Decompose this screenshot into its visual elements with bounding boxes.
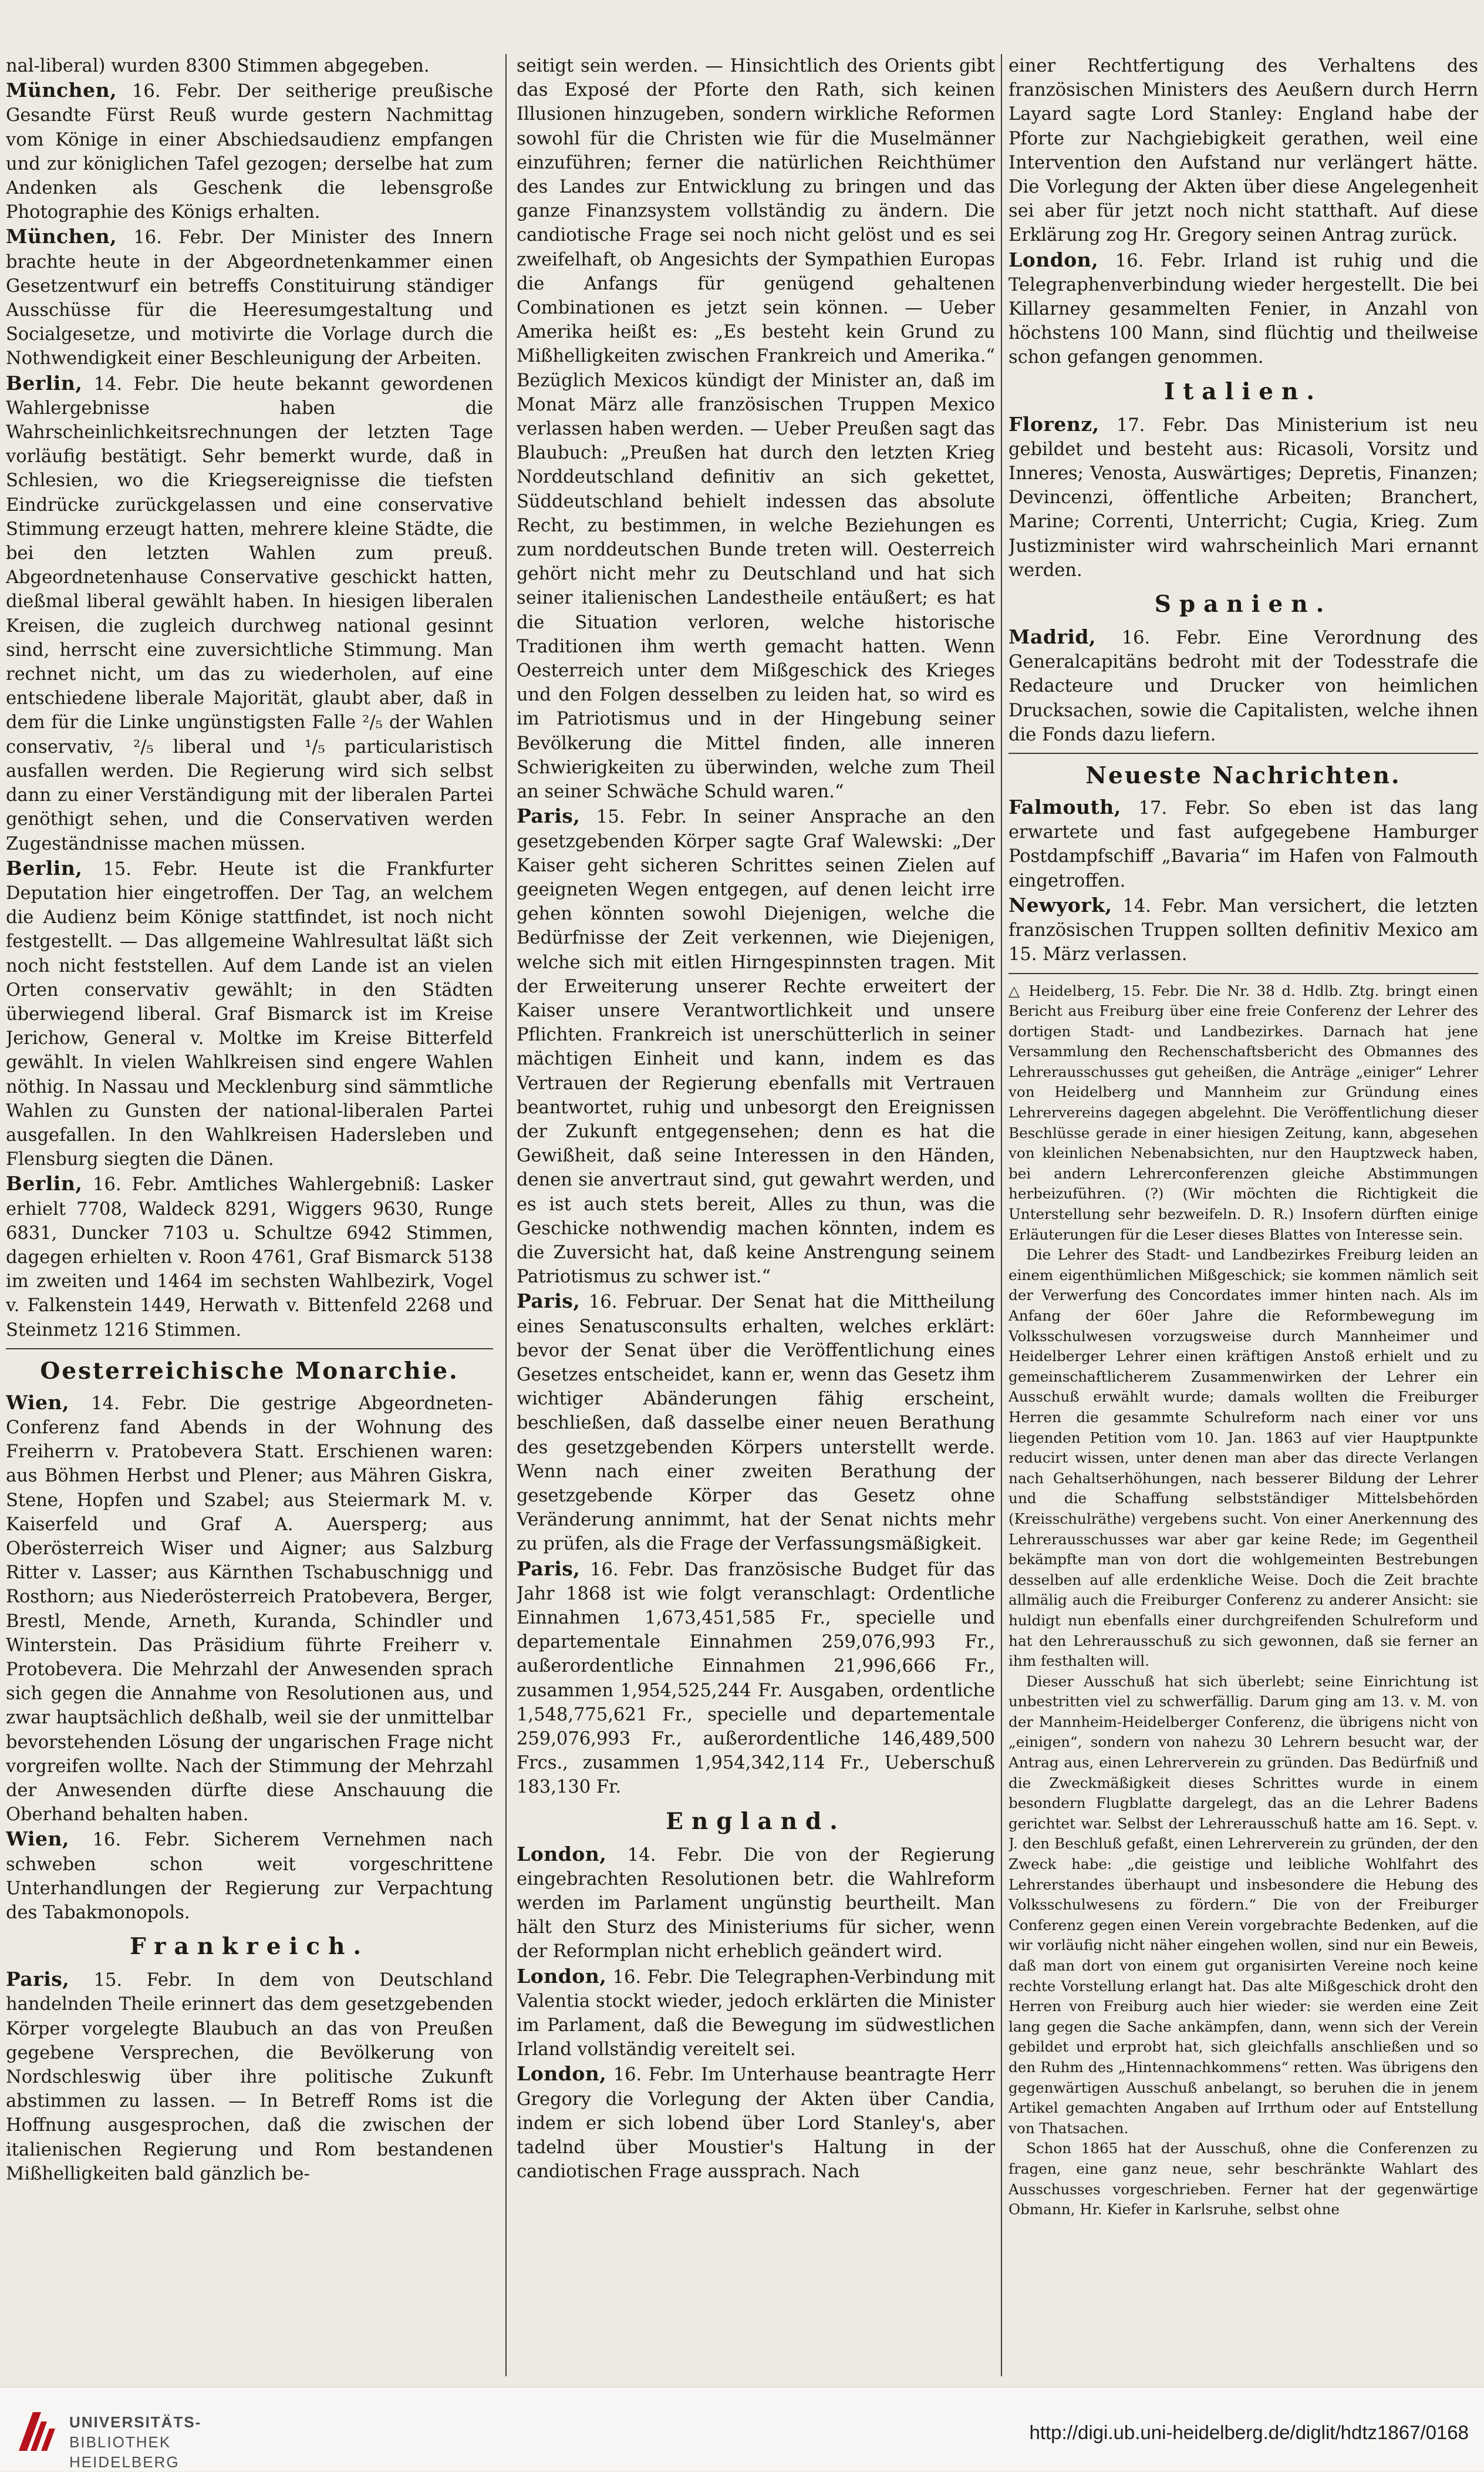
correspondence-paragraph: Dieser Ausschuß hat sich überlebt; seine Einrichtung ist unbestritten viel zu schwerfällig. Darum ging am 13. v. M. von der Mannheim-Heidelberger Conferenz, die übrigens nicht von „einigen“, sondern von nahezu 30 Lehrern besucht war, der Antrag aus, einen Lehrerverein zu gründen. Das Bedürfniß und die Zweckmäßigkeit dieses Schrittes wurde in einem besondern Flugblatte dargelegt, das an die Lehrer Badens gerichtet war. Selbst der Lehrerausschuß hatte am 16. Sept. v. J. den Beschluß gefaßt, einen Lehrerverein zu gründen, der den Zweck habe: „die geistige und leibliche Wohlfahrt des Lehrerstandes überhaupt und insbesondere die Hebung des Volksschulwesens zu fördern.“ Die von der Freiburger Conferenz gegen einen Verein vorgebrachte Bedenken, auf die wir vorläufig nicht näher eingehen wollen, sind nur ein Beweis, daß man dort von einem gut organisirten Vereine noch keine rechte Vorstellung erlangt hat. Das alte Mißgeschick droht den Herren von Freiburg auch hier wieder: sie werden eine Zeit lang gegen die Sache ankämpfen, dann, wenn sich der Verein gebildet und erprobt hat, sich gleichfalls anschließen und so den Ruhm des „Hintennachkommens“ retten. Was übrigens den gegenwärtigen Ausschuß anbelangt, so beruhen die in jenem Artikel gemachten Angaben auf Irrthum oder auf Entstellung von Thatsachen. — [1009, 1672, 1478, 2137]
dateline: London, — [517, 2062, 607, 2086]
column-1 — [6, 54, 493, 2376]
dateline: Florenz, — [1009, 412, 1099, 436]
article-text: 16. Februar. Der Senat hat die Mittheilung eines Senatusconsults erhalten, welches erklärt: bevor der Senat über die Veröffentlichung eines Gesetzes entscheidet, kann er, wenn das Gesetz ihm wichtiger Abänderungen fähig erscheint, beschließen, daß dasselbe einer neuen Berathung des gesetzgebenden Körpers unterstellt werde. Wenn nach einer zweiten Berathung der gesetzgebende Körper das Gesetz ohne Veränderung annimmt, hat der Senat nichts mehr zu prüfen, als die Frage der Verfassungsmäßigkeit. — [517, 1292, 995, 1555]
dateline: Berlin, — [6, 1172, 83, 1195]
dateline: Paris, — [517, 804, 581, 828]
section-rule — [1009, 753, 1478, 754]
article-fragment: seitigt sein werden. — Hinsichtlich des Orients gibt das Exposé der Pforte den Rath, sich keinen Illusionen hinzugeben, sondern wirkliche Reformen sowohl für die Christen wie für die Muselmänner einzuführen; ferner die natürlichen Reichthümer des Landes zur Entwicklung zu bringen und das ganze Finanzsystem vollständig zu ändern. Die candiotische Frage sei noch nicht gelöst und es sei zweifelhaft, ob Angesichts der Sympathien Europas die Anfangs für genügend gehaltenen Combinationen es jetzt sein können. — Ueber Amerika heißt es: „Es besteht kein Grund zu Mißhelligkeiten zwischen Frankreich und Amerika.“ Bezüglich Mexicos kündigt der Minister an, daß im Monat März alle französischen Truppen Mexico verlassen haben werden. — Ueber Preußen sagt das Blaubuch: „Preußen hat durch den letzten Krieg Norddeutschland definitiv an sich gekettet, Süddeutschland behielt indessen das absolute Recht, zu bestimmen, in welche Beziehungen es zum norddeutschen Bunde treten will. Oesterreich gehört nicht mehr zu Deutschland und hat sich seiner italienischen Landestheile entäußert; es hat die Situation verloren, welche historische Traditionen ihm werth gemacht hatten. Wenn Oesterreich unter dem Mißgeschick des Krieges und den Folgen desselben zu leiden hat, so wird es im Patriotismus und in der Hingebung seiner Bevölkerung die Mittel finden, alle inneren Schwierigkeiten zu überwinden, welche zum Theil an seiner Schwäche Schuld waren.“ — [517, 56, 995, 803]
dateline: Madrid, — [1009, 625, 1096, 649]
article — [517, 1557, 995, 1800]
section-heading: Neueste Nachrichten. — [1085, 762, 1401, 790]
article-fragment: nal-liberal) wurden 8300 Stimmen abgegeben. — [6, 56, 430, 76]
article-text: 16. Febr. Sicherem Vernehmen nach schweben schon weit vorgeschrittene Unterhandlungen der Regierung zur Verpachtung des Tabakmonopols. — [6, 1830, 493, 1924]
section-rule — [1009, 973, 1478, 974]
article-text: 15. Febr. In dem von Deutschland handelnden Theile erinnert das dem gesetzgebenden Körper vorgelegte Blaubuch an das von Preußen gegebene Versprechen, die Bevölkerung von Nordschleswig über ihre politische Zukunft abstimmen zu lassen. — In Betreff Roms ist die Hoffnung ausgesprochen, daß die zwischen der italienischen Regierung und Rom bestandenen Mißhelligkeiten bald gänzlich be- — [6, 1970, 493, 2184]
article-text: 15. Febr. In seiner Ansprache an den gesetzgebenden Körper sagte Graf Walewski: „Der Kaiser geht sicheren Schrittes seinen Zielen auf geeigneten Wegen entgegen, auf denen leicht irre gehen könnten sowohl Diejenigen, welche die Bedürfnisse der Zeit verkennen, wie Diejenigen, welche sich mit eitlen Hirngespinnsten tragen. Mit der Erweiterung unserer Rechte erweitert der Kaiser unsere Verantwortlichkeit und unsere Pflichten. Frankreich ist unerschütterlich in seiner mächtigen Einheit und kann, indem es das Vertrauen der Regierung ebenfalls mit Vertrauen beantwortet, ruhig und unbesorgt den Ereignissen der Zukunft entgegensehen; denn es hat die Gewißheit, daß seine Interessen in den Händen, denen sie anvertraut sind, gut gewahrt werden, und es ist auch stets bereit, Alles zu thun, was die Geschicke nothwendig machen könnten, indem es die Zuversicht hat, daß keine Anstrengung seinem Patriotismus zu schwer ist.“ — [517, 807, 995, 1288]
correspondence-section — [1009, 981, 1478, 2220]
article-text: 17. Febr. So eben ist das lang erwartete und fast aufgegebene Hamburger Postdampfschiff „Bavaria“ im Hafen von Falmouth eingetroffen. — [1009, 798, 1478, 891]
section-rule — [6, 1348, 493, 1349]
dateline: London, — [517, 1842, 607, 1865]
library-name — [69, 2412, 201, 2472]
article-text: 16. Febr. Eine Verordnung des Generalcapitäns bedroht mit der Todesstrafe die Redacteure und Drucker von heimlichen Drucksachen, sowie die Capitalisten, welche ihnen die Fonds dazu liefern. — [1009, 628, 1478, 745]
column-divider — [505, 54, 507, 2376]
section-heading: Oesterreichische Monarchie. — [40, 1357, 459, 1385]
article-text: 14. Febr. Die gestrige Abgeordneten-Conferenz fand Abends in der Wohnung des Freiherrn v. Pratobevera Statt. Erschienen waren: aus Böhmen Herbst und Plener; aus Mähren Giskra, Stene, Hopfen und Szabel; aus Steiermark M. v. Kaiserfeld und Graf A. Auersperg; aus Oberösterreich Wiser und Aigner; aus Salzburg Ritter v. Lasser; aus Kärnthen Tschabuschnigg und Rosthorn; aus Niederösterreich Pratobevera, Berger, Brestl, Mende, Arneth, Kuranda, Schindler und Winterstein. Das Präsidium führte Freiherr v. Protobevera. Die Mehrzahl der Anwesenden sprach sich gegen die Annahme von Resolutionen aus, und zwar hauptsächlich deßhalb, weil sie der unmittelbar bevorstehenden Lösung der ungarischen Frage nicht vorgreifen wollte. Nach der Stimmung der Mehrzahl der Anwesenden dürfte diese Anschauung die Oberhand behalten haben. — [6, 1393, 493, 1826]
correspondence-paragraph: Die Lehrer des Stadt- und Landbezirkes Freiburg leiden an einem eigenthümlichen Mißgeschick; sie kommen nämlich seit der Verwerfung des Concordates immer hinten nach. Als im Anfang der 60er Jahre die Reformbewegung im Volksschulwesen vorzugsweise durch Mannheimer und Heidelberger Lehrer einen kräftigen Anstoß erhielt und zu gemeinschaftlicherem Zusammenwirken der Lehrer ein Ausschuß erwählt wurde; damals wollten die Freiburger Herren die gesammte Schulreform nach einer vor uns liegenden Petition vom 10. Jan. 1863 auf vier Hauptpunkte reducirt wissen, unter denen man aber das directe Verlangen nach Gehaltserhöhungen, nach besserer Bildung der Lehrer und die Schaffung selbstständiger Mittelsbehörden (Kreisschulräthe) vergebens sucht. Von einer Anerkennung des Lehrerausschusses war aber gar keine Rede; im Gegentheil bekämpfte man von dort die wohlgemeinten Bestrebungen desselben auf alle erdenkliche Weise. Doch die Zeit brachte allmälig auch die Freiburger Conferenz zu anderer Ansicht: sie huldigt nun ebenfalls einer durchgreifenden Schulreform und hat den Lehrerausschuß zu sich gewonnen, daß sie ferner an ihm festhalten will. — [1009, 1246, 1478, 1670]
article — [517, 1289, 995, 1556]
column-3 — [1009, 54, 1478, 2376]
article-text: 15. Febr. Heute ist die Frankfurter Deputation hier eingetroffen. Der Tag, an welchem die Audienz beim Könige stattfindet, ist noch nicht festgestellt. — Das allgemeine Wahlresultat läßt sich noch nicht feststellen. Auf dem Lande ist an vielen Orten conservativ gewählt; in den Städten überwiegend liberal. Graf Bismarck ist im Kreise Jerichow, General v. Moltke im Kreise Bitterfeld gewählt. In vielen Wahlkreisen sind engere Wahlen nöthig. In Nassau und Mecklenburg sind sämmtliche Wahlen zu Gunsten der national-liberalen Partei ausgefallen. In den Wahlkreisen Hadersleben und Flensburg siegten die Dänen. — [6, 858, 493, 1170]
correspondence-paragraph: △ Heidelberg, 15. Febr. Die Nr. 38 d. Hdlb. Ztg. bringt einen Bericht aus Freiburg über eine freie Conferenz der Lehrer des dortigen Stadt- und Landbezirkes. Darnach hat jene Versammlung den Rechenschaftsbericht des Obmannes des Lehrerausschusses gut geheißen, die Anträge „einiger“ Lehrer von Heidelberg und Mannheim zur Gründung eines Lehrervereins dagegen abgelehnt. Die Veröffentlichung dieser Beschlüsse gerade in einer hiesigen Zeitung, kann, abgesehen von kleinlichen Nebenabsichten, nur den Hauptzweck haben, bei andern Lehrerconferenzen gleiche Abstimmungen herbeizuführen. (?) (Wir möchten die Richtigkeit die Unterstellung sehr bezweifeln. D. R.) Insofern dürften einige Erläuterungen für die Leser dieses Blattes von Interesse sein. — [1009, 982, 1478, 1243]
library-name-line: HEIDELBERG — [69, 2453, 180, 2471]
section-heading: Spanien. — [1154, 591, 1333, 618]
article — [1009, 248, 1478, 370]
article-text: 16. Febr. Amtliches Wahlergebniß: Lasker erhielt 7708, Waldeck 8291, Wiggers 9630, Runge 6831, Duncker 7103 u. Schultze 6942 Stimmen, dagegen erhielten v. Roon 4761, Graf Bismarck 5138 im zweiten und 1464 im sechsten Wahlbezirk, Vogel v. Falkenstein 1449, Herwath v. Bittenfeld 2268 und Steinmetz 1216 Stimmen. — [6, 1174, 493, 1341]
article-text: 16. Febr. Irland ist ruhig und die Telegraphenverbindung wieder hergestellt. Die bei Killarney gesammelten Fenier, in Anzahl von höchstens 100 Mann, sind flüchtig und theilweise schon gefangen genommen. — [1009, 250, 1478, 368]
article-text: 16. Febr. Der seitherige preußische Gesandte Fürst Reuß wurde gestern Nachmittag vom Könige in einer Abschiedsaudienz empfangen und zur königlichen Tafel gezogen; derselbe hat zum Andenken als Geschenk die lebensgroße Photographie des Königs erhalten. — [6, 81, 493, 223]
article-text: 14. Febr. Die von der Regierung eingebrachten Resolutionen betr. die Wahlreform werden im Parlament ungünstig beurtheilt. Man hält den Sturz des Ministeriums für sicher, wenn der Reformplan nicht erheblich geändert wird. — [517, 1844, 995, 1962]
library-logo-icon — [15, 2410, 59, 2453]
article — [6, 224, 493, 371]
article-text: 16. Febr. Im Unterhause beantragte Herr Gregory die Vorlegung der Akten über Candia, indem er sich lobend über Lord Stanley's, aber tadelnd über Moustier's Haltung in der candiotischen Frage aussprach. Nach — [517, 2065, 995, 2183]
section-heading: Italien. — [1164, 378, 1323, 405]
article — [6, 371, 493, 856]
source-url-link[interactable]: http://digi.ub.uni-heidelberg.de/diglit/hdtz1867/0168 — [1029, 2422, 1469, 2443]
article — [1009, 795, 1478, 893]
article — [6, 78, 493, 224]
article-text: 14. Febr. Die heute bekannt gewordenen Wahlergebnisse haben die Wahrscheinlichkeitsrechnungen der letzten Tage vorläufig bestätigt. Sehr bemerkt wurde, daß in Schlesien, wo die Kriegsereignisse die tiefsten Eindrücke zurückgelassen und eine conservative Stimmung erzeugt hatten, mehrere kleine Städte, die bei den letzten Wahlen zum preuß. Abgeordnetenhause Conservative geschickt hatten, dießmal liberal gewählt haben. In hiesigen liberalen Kreisen, die zugleich durchweg national gesinnt sind, herrscht eine zuversichtliche Stimmung. Man rechnet nicht, um das zu wiederholen, auf eine entschiedene liberale Majorität, glaubt aber, daß in dem für die Linke ungünstigsten Falle ²/₅ der Wahlen conservativ, ²/₅ liberal und ¹/₅ particularistisch ausfallen werden. Die Regierung wird sich selbst dann zu einer Verständigung mit der liberalen Partei genöthigt sehen, und die Conservativen werden Zugeständnisse machen müssen. — [6, 373, 493, 854]
article — [517, 1964, 995, 2062]
article-text: 17. Febr. Das Ministerium ist neu gebildet und besteht aus: Ricasoli, Vorsitz und Inneres; Venosta, Auswärtiges; Depretis, Finanzen; Devincenzi, öffentliche Arbeiten; Branchert, Marine; Correnti, Unterricht; Cugia, Krieg. Zum Justizminister wird wahrscheinlich Mari ernannt werden. — [1009, 415, 1478, 581]
article-text: 14. Febr. Man versichert, die letzten französischen Truppen sollten definitiv Mexico am 15. März verlassen. — [1009, 895, 1478, 965]
article — [6, 1827, 493, 1925]
correspondence-paragraph: Schon 1865 hat der Ausschuß, ohne die Conferenzen zu fragen, eine ganz neue, sehr beschränkte Wahlart des Ausschusses vorgeschrieben. Ferner hat der gegenwärtige Obmann, Hr. Kiefer in Karlsruhe, selbst ohne — [1009, 2140, 1478, 2218]
article-text: 16. Febr. Der Minister des Innern brachte heute in der Abgeordnetenkammer einen Gesetzentwurf ein betreffs Constituirung ständiger Ausschüsse für die Heeresumgestaltung und Socialgesetze, und motivirte die Vorlage durch die Nothwendigkeit einer Beschleunigung der Arbeiten. — [6, 227, 493, 369]
dateline: Wien, — [6, 1827, 69, 1851]
section-heading: England. — [666, 1807, 846, 1835]
section-heading: Frankreich. — [129, 1933, 370, 1961]
article — [6, 1390, 493, 1827]
article — [6, 1171, 493, 1342]
library-name-line: UNIVERSITÄTS- — [69, 2413, 202, 2431]
article — [517, 1842, 995, 1964]
dateline: Wien, — [6, 1390, 69, 1414]
article — [1009, 412, 1478, 582]
library-name-line: BIBLIOTHEK — [69, 2433, 171, 2451]
dateline: Paris, — [517, 1557, 581, 1580]
article-text: 16. Febr. Die Telegraphen-Verbindung mit Valentia stockt wieder, jedoch erklärten die Minister im Parlament, daß die Bewegung im südwestlichen Irland vollständig vereitelt sei. — [517, 1966, 995, 2060]
footer-bar — [0, 2387, 1484, 2471]
article-fragment: einer Rechtfertigung des Verhaltens des französischen Ministers des Aeußern durch Herrn Layard sagte Lord Stanley: England habe der Pforte zur Nachgiebigkeit gerathen, weil eine Intervention den Aufstand nur verlängert hätte. Die Vorlegung der Akten über diese Angelegenheit sei aber für jetzt noch nicht statthaft. Auf diese Erklärung zog Hr. Gregory seinen Antrag zurück. — [1009, 56, 1478, 246]
dateline: London, — [1009, 248, 1099, 271]
dateline: Newyork, — [1009, 893, 1112, 917]
dateline: Falmouth, — [1009, 796, 1121, 819]
article — [517, 804, 995, 1289]
article — [1009, 893, 1478, 967]
article — [6, 1967, 493, 2186]
dateline: London, — [517, 1964, 607, 1988]
dateline: Berlin, — [6, 371, 83, 395]
column-2 — [517, 54, 995, 2385]
dateline: München, — [6, 79, 117, 102]
column-divider — [1001, 54, 1002, 2376]
dateline: Berlin, — [6, 856, 83, 880]
article-text: 16. Febr. Das französische Budget für das Jahr 1868 ist wie folgt veranschlagt: Ordentliche Einnahmen 1,673,451,585 Fr., specielle und departementale Einnahmen 259,076,993 Fr., außerordentliche Einnahmen 21,996,666 Fr., zusammen 1,954,525,244 Fr. Ausgaben, ordentliche 1,548,775,621 Fr., specielle und departementale 259,076,993 Fr., außerordentliche 146,489,500 Frcs., zusammen 1,954,342,114 Fr., Ueberschuß 183,130 Fr. — [517, 1559, 995, 1798]
dateline: München, — [6, 225, 117, 248]
dateline: Paris, — [6, 1968, 70, 1991]
dateline: Paris, — [517, 1289, 581, 1313]
article — [1009, 625, 1478, 747]
article — [6, 856, 493, 1172]
article — [517, 2062, 995, 2184]
